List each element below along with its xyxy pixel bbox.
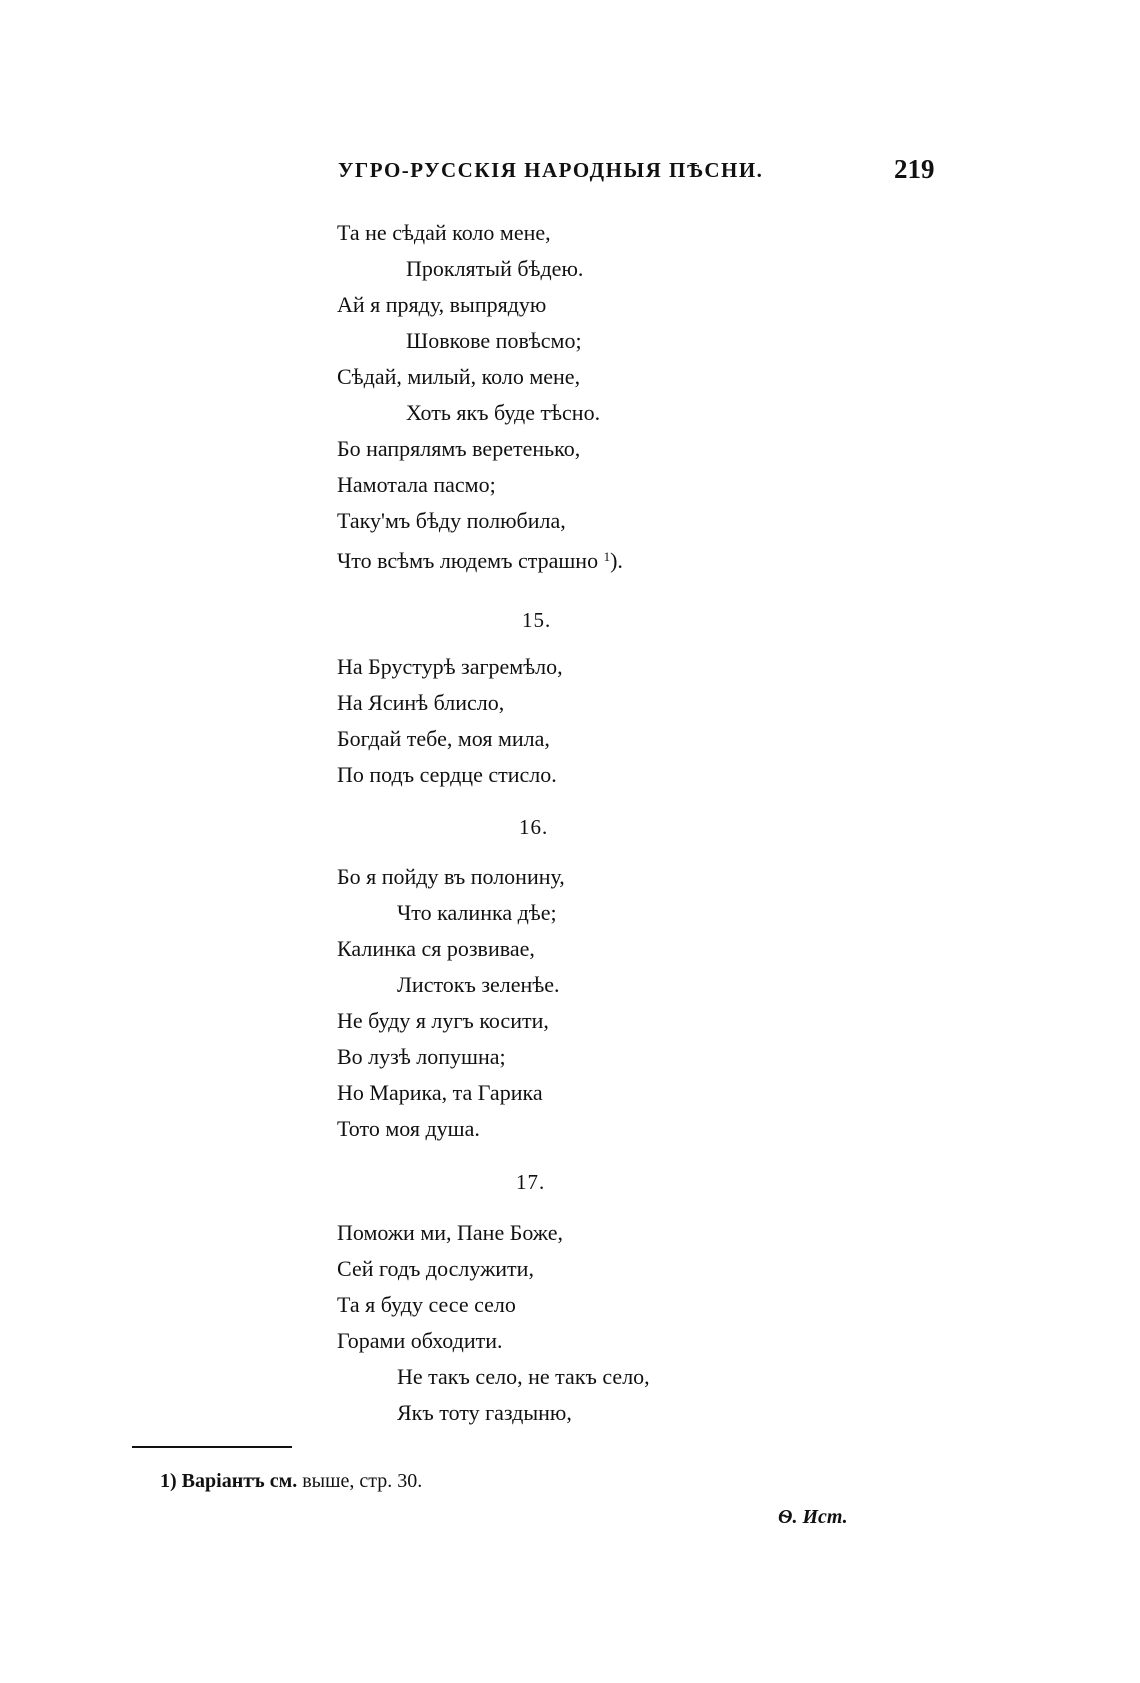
footnote-reference: 1 xyxy=(603,549,611,564)
verse-line: Шовкове повѣсмо; xyxy=(406,328,582,353)
verse-line: Ай я пряду, выпрядую xyxy=(337,292,547,317)
verse-line: Проклятый бѣдею. xyxy=(406,256,584,281)
page-number: 219 xyxy=(894,154,935,184)
verse-line: Якъ тоту газдыню, xyxy=(397,1400,572,1425)
verse-line: Бо я пойду въ полонину, xyxy=(337,864,565,889)
footnote-reference-close: ). xyxy=(610,548,623,573)
verse-line-with-footnote xyxy=(337,542,623,576)
verse-line: Листокъ зеленѣе. xyxy=(397,972,560,997)
verse-line: На Брустурѣ загремѣло, xyxy=(337,654,563,679)
verse-line: Таку'мъ бѣду полюбила, xyxy=(337,508,566,533)
verse-line: Намотала пасмо; xyxy=(337,472,496,497)
verse-line: На Ясинѣ блисло, xyxy=(337,690,505,715)
verse-line: Во лузѣ лопушна; xyxy=(337,1044,506,1069)
verse-line: Тото моя душа. xyxy=(337,1116,480,1141)
verse-line: Сей годъ дослужити, xyxy=(337,1256,534,1281)
verse-line: Не такъ село, не такъ село, xyxy=(397,1364,650,1389)
verse-line: Поможи ми, Пане Боже, xyxy=(337,1220,563,1245)
song-number-17: 17. xyxy=(516,1170,546,1194)
verse-line: Что калинка дѣе; xyxy=(397,900,557,925)
verse-text: Что всѣмъ людемъ страшно xyxy=(337,548,599,573)
song-number-15: 15. xyxy=(522,608,552,632)
footnote xyxy=(160,1470,422,1493)
footnote-divider xyxy=(132,1446,292,1448)
verse-line: Калинка ся розвивае, xyxy=(337,936,535,961)
verse-line: По подъ сердце стисло. xyxy=(337,762,557,787)
running-header-title: УГРО-РУССКІЯ НАРОДНЫЯ ПѢСНИ. xyxy=(338,158,764,182)
author-signature: Ѳ. Ист. xyxy=(778,1506,848,1528)
verse-line: Не буду я лугъ косити, xyxy=(337,1008,549,1033)
verse-line: Богдай тебе, моя мила, xyxy=(337,726,550,751)
verse-line: Сѣдай, милый, коло мене, xyxy=(337,364,581,389)
footnote-text: выше, стр. 30. xyxy=(302,1470,423,1492)
footnote-marker: 1) xyxy=(160,1470,177,1492)
verse-line: Бо напрялямъ веретенько, xyxy=(337,436,581,461)
verse-line: Та не сѣдай коло мене, xyxy=(337,220,551,245)
song-number-16: 16. xyxy=(519,815,549,839)
verse-line: Но Марика, та Гарика xyxy=(337,1080,543,1105)
footnote-label: Варіантъ см. xyxy=(181,1470,298,1492)
verse-line: Хоть якъ буде тѣсно. xyxy=(406,400,601,425)
verse-line: Горами обходити. xyxy=(337,1328,503,1353)
verse-line: Та я буду сесе село xyxy=(337,1292,516,1317)
